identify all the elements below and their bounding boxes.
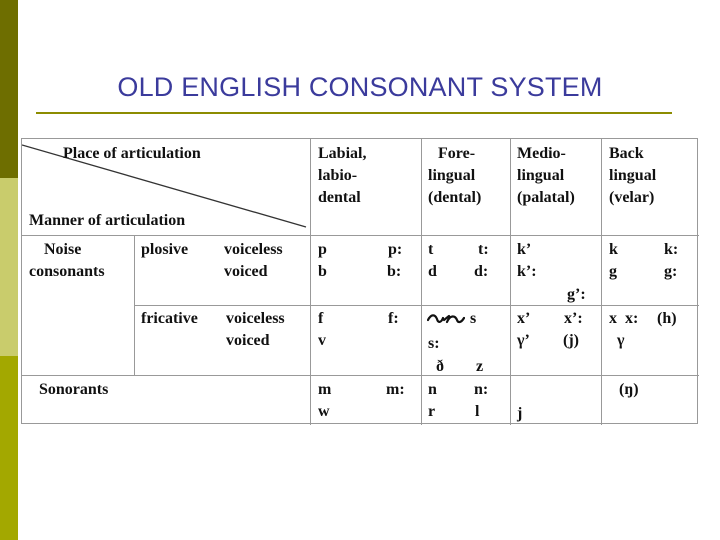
row-divider-header xyxy=(22,235,699,236)
sidebar-accent-middle xyxy=(0,178,18,356)
cell-eth: ð xyxy=(436,358,444,375)
header-medio-3: (palatal) xyxy=(517,189,575,206)
cell-j-bracketed: (j) xyxy=(563,332,579,349)
cell-h: (h) xyxy=(657,310,677,327)
sidebar-accent-top xyxy=(0,0,18,178)
row-divider-plosive xyxy=(134,305,699,306)
cell-t-long: t: xyxy=(478,241,489,258)
row-divider-noise xyxy=(22,375,699,376)
cell-b-long: b: xyxy=(387,263,402,280)
cell-s: s xyxy=(470,310,477,327)
cell-d: d xyxy=(428,263,437,280)
cell-j: j xyxy=(517,405,523,422)
sidebar-accent-bottom xyxy=(0,356,18,540)
cell-m-long: m: xyxy=(386,381,405,398)
row-label-plosive: plosive xyxy=(141,241,189,258)
cell-x-velar: x x: xyxy=(609,310,639,327)
col-divider-back xyxy=(601,139,602,425)
row-label-plosive-voiced: voiced xyxy=(224,263,268,280)
theta-glyph-icon xyxy=(427,311,465,327)
col-divider-medio xyxy=(510,139,511,425)
cell-b: b xyxy=(318,263,327,280)
cell-k-palatal: k’ xyxy=(517,241,532,258)
row-label-fricative-voiceless: voiceless xyxy=(226,310,285,327)
manner-of-articulation-label: Manner of articulation xyxy=(29,212,186,229)
row-label-noise-1: Noise xyxy=(44,241,82,258)
cell-f-long: f: xyxy=(388,310,399,327)
cell-g-palatal-long: g’: xyxy=(567,286,586,303)
cell-k-palatal-long: k’: xyxy=(517,263,537,280)
header-medio-2: lingual xyxy=(517,167,565,184)
row-label-sonorants: Sonorants xyxy=(39,381,109,398)
cell-gamma-palatal: γ’ xyxy=(517,332,530,349)
cell-p-long: p: xyxy=(388,241,403,258)
slide-title: OLD ENGLISH CONSONANT SYSTEM xyxy=(117,72,603,102)
place-of-articulation-label: Place of articulation xyxy=(63,145,201,162)
cell-d-long: d: xyxy=(474,263,489,280)
cell-t: t xyxy=(428,241,434,258)
header-fore-1: Fore- xyxy=(438,145,476,162)
cell-gamma-velar: γ xyxy=(617,332,625,349)
header-labial-1: Labial, xyxy=(318,145,367,162)
row-label-noise-2: consonants xyxy=(29,263,105,280)
cell-z: z xyxy=(476,358,484,375)
col-divider-fore xyxy=(421,139,422,425)
header-labial-2: labio- xyxy=(318,167,358,184)
cell-s-long: s: xyxy=(428,335,440,352)
header-back-3: (velar) xyxy=(609,189,655,206)
cell-r: r xyxy=(428,403,436,420)
cell-w: w xyxy=(318,403,330,420)
cell-f: f xyxy=(318,310,324,327)
cell-g-long: g: xyxy=(664,263,678,280)
cell-k: k xyxy=(609,241,618,258)
consonant-table xyxy=(21,138,698,424)
cell-n-long: n: xyxy=(474,381,489,398)
cell-n: n xyxy=(428,381,437,398)
cell-g: g xyxy=(609,263,617,280)
row-label-fricative: fricative xyxy=(141,310,198,327)
header-fore-2: lingual xyxy=(428,167,476,184)
cell-x-palatal: x’ xyxy=(517,310,531,327)
cell-p: p xyxy=(318,241,327,258)
cell-v: v xyxy=(318,332,326,349)
cell-eng: (ŋ) xyxy=(619,381,639,398)
header-back-1: Back xyxy=(609,145,644,162)
title-underline xyxy=(36,112,672,114)
cell-l: l xyxy=(475,403,480,420)
cell-m: m xyxy=(318,381,332,398)
cell-k-long: k: xyxy=(664,241,679,258)
header-back-2: lingual xyxy=(609,167,657,184)
cell-x-palatal-long: x’: xyxy=(564,310,583,327)
row-label-plosive-voiceless: voiceless xyxy=(224,241,283,258)
header-medio-1: Medio- xyxy=(517,145,566,162)
row-label-fricative-voiced: voiced xyxy=(226,332,270,349)
header-labial-3: dental xyxy=(318,189,361,206)
header-fore-3: (dental) xyxy=(428,189,482,206)
